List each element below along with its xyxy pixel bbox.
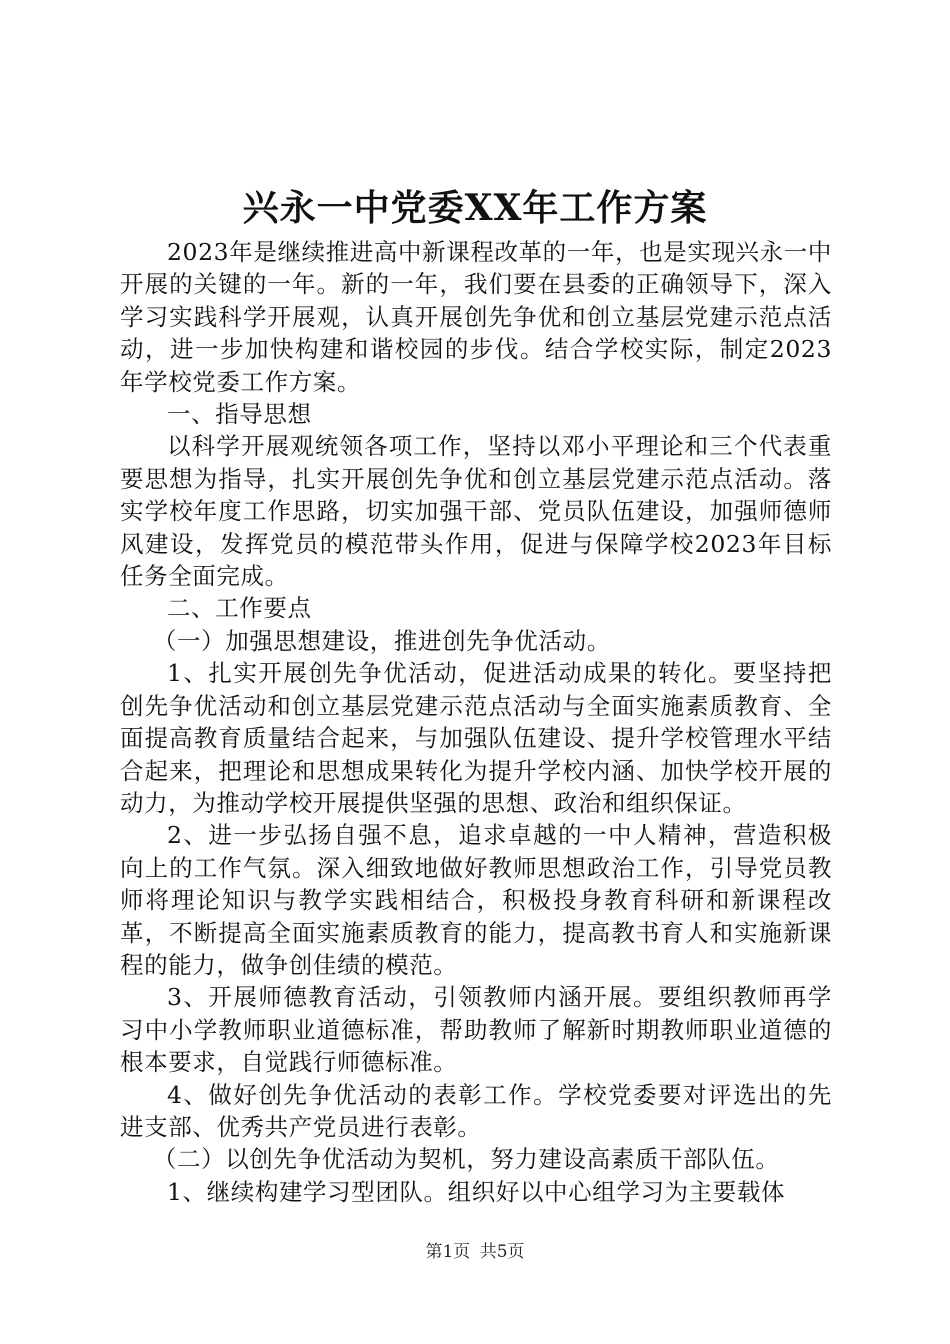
body-paragraph: 2023年是继续推进高中新课程改革的一年，也是实现兴永一中开展的关键的一年。新的一年，我们要在县委的正确领导下，深入学习实践科学开展观，认真开展创先争优和创立基层党建示范点活动，进一步加快构建和谐校园的步伐。结合学校实际，制定2023年学校党委工作方案。	[120, 238, 832, 396]
section-heading: 一、指导思想	[167, 400, 312, 429]
body-paragraph: 4、做好创先争优活动的表彰工作。学校党委要对评选出的先进支部、优秀共产党员进行表彰。	[120, 1080, 832, 1141]
section-heading: （二）以创先争优活动为契机，努力建设高素质干部队伍。	[152, 1145, 780, 1174]
body-paragraph: 3、开展师德教育活动，引领教师内涵开展。要组织教师再学习中小学教师职业道德标准，帮助教师了解新时期教师职业道德的根本要求，自觉践行师德标准。	[120, 983, 832, 1077]
section-heading: 二、工作要点	[167, 594, 312, 623]
section-heading: （一）加强思想建设，推进创先争优活动。	[152, 626, 611, 655]
body-paragraph: 以科学开展观统领各项工作，坚持以邓小平理论和三个代表重要思想为指导，扎实开展创先争优和创立基层党建示范点活动。落实学校年度工作思路，切实加强干部、党员队伍建设，加强师德师风建设，发挥党员的模范带头作用，促进与保障学校2023年目标任务全面完成。	[120, 432, 832, 591]
body-paragraph: 1、继续构建学习型团队。组织好以中心组学习为主要载体	[167, 1177, 786, 1206]
document-title: 兴永一中党委XX年工作方案	[242, 187, 708, 229]
body-paragraph: 1、扎实开展创先争优活动，促进活动成果的转化。要坚持把创先争优活动和创立基层党建示范点活动与全面实施素质教育、全面提高教育质量结合起来，与加强队伍建设、提升学校管理水平结合起来，把理论和思想成果转化为提升学校内涵、加快学校开展的动力，为推动学校开展提供坚强的思想、政治和组织保证。	[120, 659, 832, 817]
page-footer	[0, 1240, 950, 1264]
document-body	[120, 236, 832, 1208]
page-number: 第1页	[425, 1242, 471, 1262]
body-paragraph: 2、进一步弘扬自强不息，追求卓越的一中人精神，营造积极向上的工作气氛。深入细致地做好教师思想政治工作，引导党员教师将理论知识与教学实践相结合，积极投身教育科研和新课程改革，不断提高全面实施素质教育的能力，提高教书育人和实施新课程的能力，做争创佳绩的模范。	[120, 821, 832, 979]
page-total: 共5页	[479, 1242, 525, 1262]
